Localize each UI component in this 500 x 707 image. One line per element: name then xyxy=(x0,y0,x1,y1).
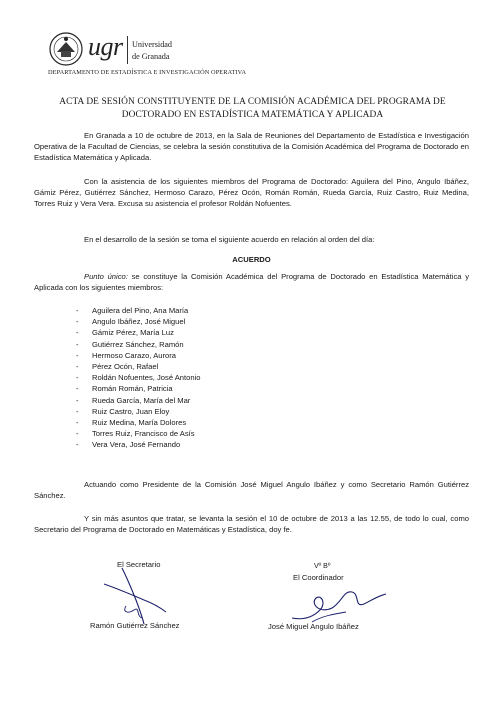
members-list xyxy=(76,305,201,451)
university-name-line1: Universidad xyxy=(132,40,173,49)
list-item: - Angulo Ibáñez, José Miguel xyxy=(76,317,186,327)
list-item: - Gámiz Pérez, María Luz xyxy=(76,328,174,338)
list-item: - Gutiérrez Sánchez, Ramón xyxy=(76,339,184,349)
member-name: Vera Vera, José Fernando xyxy=(92,440,181,450)
member-name: Torres Ruiz, Francisco de Asís xyxy=(92,429,195,439)
member-name: Gámiz Pérez, María Luz xyxy=(92,328,174,338)
secretary-signature xyxy=(92,566,182,626)
coordinator-role: El Coordinador xyxy=(293,573,344,582)
point-text: se constituye la Comisión Académica del Programa de Doctorado en Estadística Matemática y Aplicada con los siguientes miembros: xyxy=(34,272,470,293)
list-item: - Ruiz Medina, María Dolores xyxy=(76,418,187,428)
list-item: - Román Román, Patricia xyxy=(76,384,173,394)
department-name: DEPARTAMENTO DE ESTADÍSTICA E INVESTIGACIÓN OPERATIVA xyxy=(48,69,247,76)
member-name: Ruiz Medina, María Dolores xyxy=(92,418,187,428)
logo-divider xyxy=(127,36,128,64)
member-name: Aguilera del Pino, Ana María xyxy=(92,306,189,315)
list-item: - Hermoso Carazo, Aurora xyxy=(76,350,176,360)
coordinator-signature xyxy=(282,578,392,628)
agreement-heading: ACUERDO xyxy=(232,255,271,264)
member-name: Roldán Nofuentes, José Antonio xyxy=(92,373,201,383)
list-item: - Ruiz Castro, Juan Eloy xyxy=(76,406,170,416)
member-name: Ruiz Castro, Juan Eloy xyxy=(92,406,170,416)
agenda-paragraph: En el desarrollo de la sesión se toma el siguiente acuerdo en relación al orden del día: xyxy=(84,235,375,244)
member-name: Angulo Ibáñez, José Miguel xyxy=(92,317,186,327)
list-item: - Aguilera del Pino, Ana María xyxy=(76,306,189,315)
member-name: Hermoso Carazo, Aurora xyxy=(92,350,176,360)
member-name: Román Román, Patricia xyxy=(92,384,173,394)
approval-mark: Vº Bº xyxy=(314,563,331,570)
title-line-2: DOCTORADO EN ESTADÍSTICA MATEMÁTICA Y APLICADA xyxy=(121,110,384,120)
list-item: - Pérez Ocón, Rafael xyxy=(76,362,159,372)
secretary-name: Ramón Gutiérrez Sánchez xyxy=(90,621,180,630)
member-name: Gutiérrez Sánchez, Ramón xyxy=(92,339,184,349)
member-name: Pérez Ocón, Rafael xyxy=(92,362,159,372)
list-item: - Roldán Nofuentes, José Antonio xyxy=(76,373,201,383)
list-item: - Torres Ruiz, Francisco de Asís xyxy=(76,429,195,439)
secretary-role: El Secretario xyxy=(117,560,161,569)
appointments-paragraph: Actuando como Presidente de la Comisión José Miguel Angulo Ibáñez y como Secretario Ramón Gutiérrez Sánchez. xyxy=(34,480,469,501)
point-label: Punto único: xyxy=(84,272,128,281)
university-name-line2: de Granada xyxy=(132,52,170,61)
closing-paragraph: Y sin más asuntos que tratar, se levanta la sesión el 10 de octubre de 2013 a las 12.55, de todo lo cual, como Secretario del Programa de Doctorado en Matemáticas y Estadística, doy fe. xyxy=(34,514,469,535)
logo-mark: ugr xyxy=(88,32,123,61)
attendance-paragraph: Con la asistencia de los siguientes miembros del Programa de Doctorado: Aguilera del Pino, Angulo Ibáñez, Gámiz Pérez, Gutiérrez Sánchez, Hermoso Carazo, Pérez Ocón, Román Román, Rueda García, Ruiz Castro, Ruiz Medina, Torres Ruiz y Vera Vera. Excusa su asistencia el profesor Roldán Nofuentes. xyxy=(34,177,469,209)
member-name: Rueda García, María del Mar xyxy=(92,395,191,405)
list-item: - Rueda García, María del Mar xyxy=(76,395,191,405)
list-item: - Vera Vera, José Fernando xyxy=(76,440,181,450)
single-point-paragraph xyxy=(34,271,469,293)
title-line-1: ACTA DE SESIÓN CONSTITUYENTE DE LA COMISIÓN ACADÉMICA DEL PROGRAMA DE xyxy=(59,97,446,107)
intro-paragraph: En Granada a 10 de octubre de 2013, en la Sala de Reuniones del Departamento de Estadística e Investigación Operativa de la Facultad de Ciencias, se celebra la sesión constitutiva de la Comisión Académica del Programa de Doctorado en Estadística Matemática y Aplicada. xyxy=(34,131,469,163)
document-title xyxy=(40,96,465,122)
coordinator-name: José Miguel Angulo Ibáñez xyxy=(268,622,359,631)
university-seal-icon xyxy=(48,30,84,68)
